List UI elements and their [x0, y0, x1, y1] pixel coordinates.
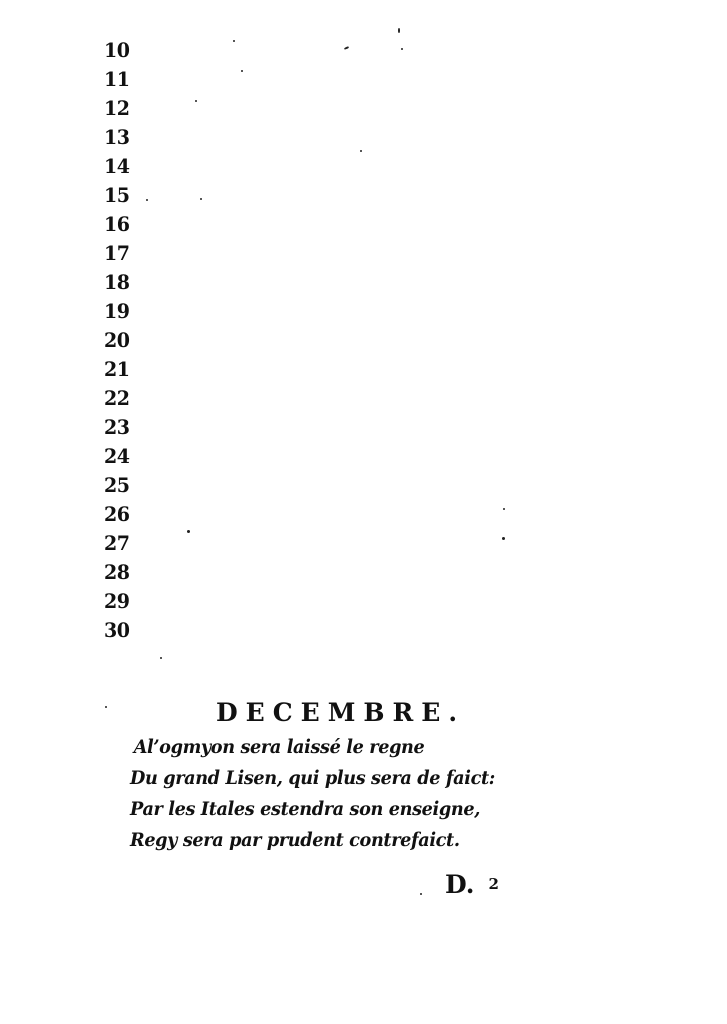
day-number: 15	[104, 183, 130, 207]
day-number: 29	[104, 589, 130, 613]
day-number: 16	[104, 212, 130, 236]
ink-speck	[360, 150, 362, 152]
day-number-column	[104, 36, 131, 645]
ink-speck	[401, 48, 403, 50]
quatrain-line: Par les Itales estendra son enseigne,	[130, 798, 480, 820]
ink-speck	[187, 530, 190, 533]
day-number: 12	[104, 96, 130, 120]
ink-speck	[344, 46, 349, 50]
day-number: 20	[104, 328, 130, 352]
ink-speck	[105, 706, 107, 708]
month-heading: DECEMBRE.	[216, 698, 466, 727]
signature-number: 2	[488, 875, 499, 893]
day-number: 30	[104, 618, 130, 642]
signature-mark	[445, 870, 499, 899]
ink-speck	[160, 657, 162, 659]
quatrain-line: Regy sera par prudent contrefaict.	[130, 829, 460, 851]
ink-speck	[200, 198, 202, 200]
ink-speck	[241, 70, 243, 72]
day-number: 27	[104, 531, 130, 555]
ink-speck	[195, 100, 197, 102]
ink-speck	[420, 893, 422, 895]
day-number: 22	[104, 386, 130, 410]
day-number: 10	[104, 38, 130, 62]
day-number: 23	[104, 415, 130, 439]
day-number: 25	[104, 473, 130, 497]
day-number: 26	[104, 502, 130, 526]
ink-speck	[503, 508, 505, 510]
day-number: 19	[104, 299, 130, 323]
ink-speck	[146, 199, 148, 201]
ink-speck	[502, 537, 505, 540]
day-number: 13	[104, 125, 130, 149]
day-number: 11	[104, 67, 130, 91]
quatrain-line: Al’ogmyon sera laissé le regne	[133, 736, 425, 758]
day-number: 21	[104, 357, 130, 381]
ink-speck	[398, 28, 400, 33]
day-number: 18	[104, 270, 130, 294]
quatrain	[130, 732, 522, 856]
signature-letter: D.	[445, 870, 475, 899]
day-number: 28	[104, 560, 130, 584]
day-number: 24	[104, 444, 130, 468]
day-number: 14	[104, 154, 130, 178]
day-number: 17	[104, 241, 130, 265]
quatrain-line: Du grand Lisen, qui plus sera de faict:	[130, 767, 495, 789]
ink-speck	[233, 40, 235, 42]
